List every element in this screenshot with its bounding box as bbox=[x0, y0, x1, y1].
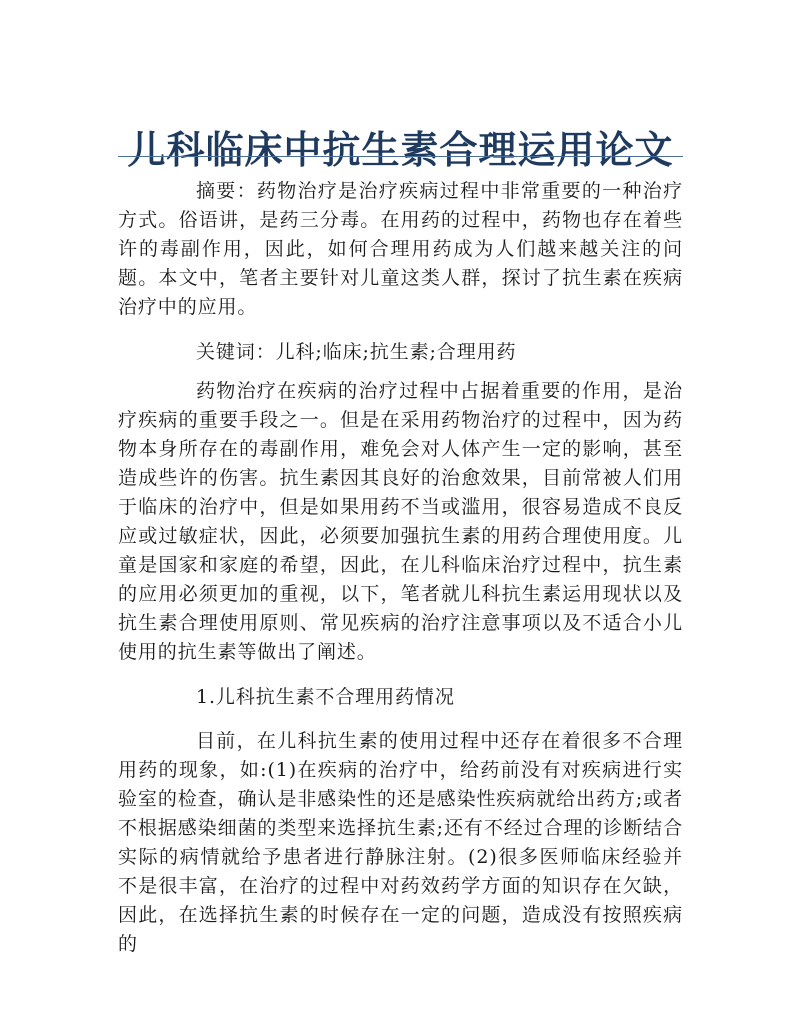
abstract-paragraph: 摘要：药物治疗是治疗疾病过程中非常重要的一种治疗方式。俗语讲，是药三分毒。在用药的过程中，药物也存在着些许的毒副作用，因此，如何合理用药成为人们越来越关注的问题。本文中，笔者主要针对儿童这类人群，探讨了抗生素在疾病治疗中的应用。 bbox=[118, 180, 683, 318]
section-heading: 1.儿科抗生素不合理用药情况 bbox=[196, 686, 455, 708]
document-title: 儿科临床中抗生素合理运用论文 bbox=[127, 128, 674, 173]
title-underline bbox=[118, 156, 683, 157]
intro-paragraph: 药物治疗在疾病的治疗过程中占据着重要的作用，是治疗疾病的重要手段之一。但是在采用药物治疗的过程中，因为药物本身所存在的毒副作用，难免会对人体产生一定的影响，甚至造成些许的伤害。抗生素因其良好的治愈效果，目前常被人们用于临床的治疗中，但是如果用药不当或滥用，很容易造成不良反应或过敏症状，因此，必须要加强抗生素的用药合理使用度。儿童是国家和家庭的希望，因此，在儿科临床治疗过程中，抗生素的应用必须更加的重视，以下，笔者就儿科抗生素运用现状以及抗生素合理使用原则、常见疾病的治疗注意事项以及不适合小儿使用的抗生素等做出了阐述。 bbox=[118, 380, 683, 663]
section-paragraph: 目前，在儿科抗生素的使用过程中还存在着很多不合理用药的现象，如:(1)在疾病的治疗中，给药前没有对疾病进行实验室的检查，确认是非感染性的还是感染性疾病就给出药方;或者不根据感染细菌的类型来选择抗生素;还有不经过合理的诊断结合实际的病情就给予患者进行静脉注射。(2)很多医师临床经验并不是很丰富，在治疗的过程中对药效药学方面的知识存在欠缺，因此，在选择抗生素的时候存在一定的问题，造成没有按照疾病的 bbox=[118, 730, 683, 955]
keywords-line: 关键词：儿科;临床;抗生素;合理用药 bbox=[196, 341, 517, 363]
